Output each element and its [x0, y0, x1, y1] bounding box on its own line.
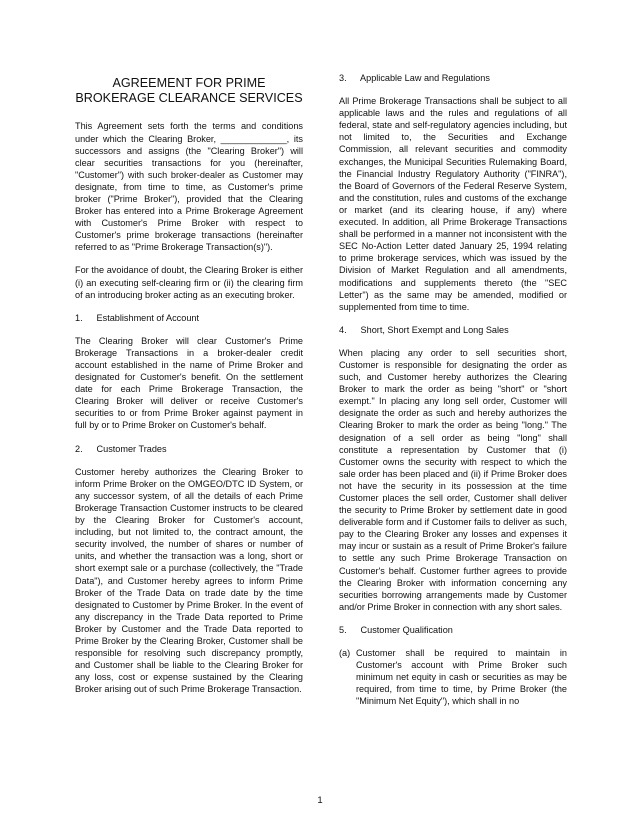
section-3-title: Applicable Law and Regulations — [360, 73, 490, 83]
section-2-number: 2. — [75, 443, 83, 454]
section-4-heading — [339, 324, 567, 336]
section-5-title: Customer Qualification — [360, 624, 453, 635]
section-4-text: When placing any order to sell securities short, Customer is responsible for designating the order as such, and Customer hereby authorizes the Clearing Broker to mark the order as being "short" or "short exempt." In placing any long sell order, Customer will designate the order as such and hereby authorizes the Clearing Broker to mark the order as being "long." The designation of a sell order as being "long" shall constitute a representation by Customer that (i) Customer owns the security with respect to which the sale order has been placed and (ii) if Prime Broker does not have the security in its possession at the time Customer places the sell order, Customer shall deliver the security to Prime Broker by settlement date in good deliverable form and if Customer fails to deliver as such, pay to the Clearing Broker any losses and expenses it may incur or sustain as a result of Prime Broker's failure to settle any such Prime Brokerage Transaction on Customer's behalf. Customer further agrees to provide the Clearing Broker with information concerning any securities borrowing arrangements made by Customer and/or Prime Broker in connection with any short sales. — [339, 347, 567, 612]
section-1-title: Establishment of Account — [96, 312, 200, 323]
section-5-number: 5. — [339, 624, 347, 635]
section-1-text: The Clearing Broker will clear Customer's Prime Brokerage Transactions in a broker-dealer credit account established in the name of Prime Broker and designated for Customer's benefit. On the settlement date for each Prime Brokerage Transaction, the Clearing Broker will deliver or receive Customer's securities to or from Prime Broker against payment in full by or to Prime Broker on Customer's behalf. — [75, 335, 303, 431]
right-column — [339, 72, 567, 708]
section-2-heading — [75, 443, 303, 455]
section-5a-label: (a) — [339, 648, 351, 659]
intro-paragraph: This Agreement sets forth the terms and conditions under which the Clearing Broker, _____________, its successors and assigns (the "Clearing Broker") will clear securities transactions for you (hereinafter, "Customer") with such broker-dealer as Customer may designate, from time to time, as Customer's prime broker ("Prime Broker"), provided that the Clearing Broker has entered into a Prime Brokerage Agreement with Customer's Prime Broker with respect to Customer's prime brokerage transactions (hereinafter referred to as "Prime Brokerage Transaction(s)"). — [75, 121, 303, 253]
section-3-number: 3. — [339, 73, 347, 83]
left-column — [75, 72, 303, 706]
section-3-heading — [339, 72, 567, 84]
document-title: AGREEMENT FOR PRIME BROKERAGE CLEARANCE SERVICES — [75, 76, 303, 106]
page-number: 1 — [317, 795, 323, 806]
section-4-number: 4. — [339, 324, 347, 335]
section-5a-text: Customer shall be required to maintain in Customer's account with Prime Broker such minimum net equity in cash or securities as may be required, from time to time, by Prime Broker (the "Minimum Net Equity"), which shall in no — [356, 648, 567, 707]
section-4-title: Short, Short Exempt and Long Sales — [360, 324, 509, 335]
section-2-title: Customer Trades — [96, 443, 167, 454]
section-5a-clause — [339, 647, 567, 707]
section-1-heading — [75, 312, 303, 324]
section-2-text: Customer hereby authorizes the Clearing Broker to inform Prime Broker on the OMGEO/DTC ID System, or any successor system, of all the details of each Prime Brokerage Transaction Customer instructs to be cleared by the Clearing Broker for Customer's account, including, but not limited to, the contract amount, the security involved, the number of shares or number of units, and whether the transaction was a long, short or short exempt sale or a purchase (collectively, the "Trade Data"), and Customer hereby agrees to inform Prime Broker of the Trade Data on trade date by the time designated to Customer by Prime Broker. In the event of any discrepancy in the Trade Data reported to Prime Broker by Customer and the Trade Data reported to Prime Broker by the Clearing Broker, Customer shall be responsible for resolving such discrepancy promptly, and Customer shall be liable to the Clearing Broker for any loss, cost or expense sustained by the Clearing Broker arising out of such Prime Brokerage Transaction. — [75, 466, 303, 695]
section-1-number: 1. — [75, 312, 83, 323]
doubt-paragraph: For the avoidance of doubt, the Clearing Broker is either (i) an executing self-clearing firm or (ii) the clearing firm of an introducing broker acting as an executing broker. — [75, 265, 303, 300]
section-3-text: All Prime Brokerage Transactions shall be subject to all applicable laws and the rules and regulations of all federal, state and self-regulatory agencies including, but not limited to, the Securities and Exchange Commission, all relevant securities and commodity exchanges, the Municipal Securities Rulemaking Board, the Financial Industry Regulatory Authority ("FINRA"), the Board of Governors of the Federal Reserve System, and the constitution, rules and customs of the exchange or market (and its clearing house, if any) where executed. In addition, all Prime Brokerage Transactions shall be performed in a manner not inconsistent with the SEC No-Action Letter dated January 25, 1994 relating to prime brokerage services, which was issued by the Division of Market Regulation and all amendments, modifications and supplements thereto (the "SEC Letter") as the same may be amended, modified or supplemented from time to time. — [339, 96, 567, 312]
section-5-heading — [339, 624, 567, 636]
